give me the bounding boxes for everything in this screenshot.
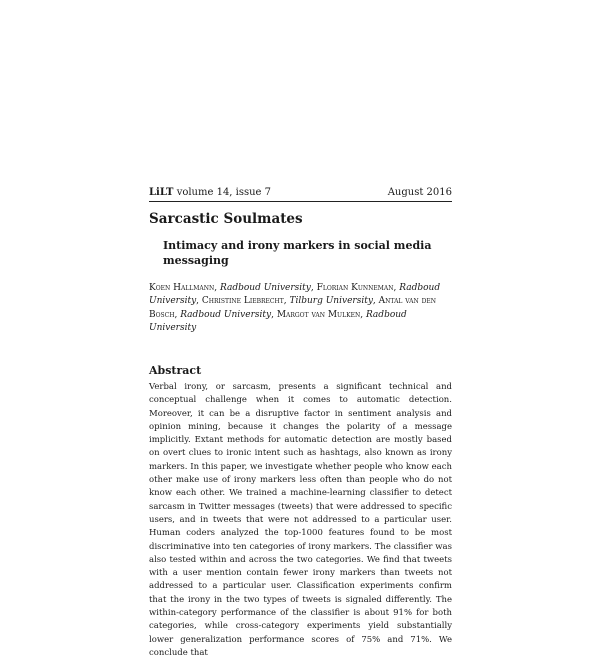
author-entry: Koen Hallmann, Radboud University	[149, 283, 311, 293]
author-affiliation: Radboud University	[220, 283, 311, 293]
author-affiliation: Radboud University	[180, 309, 272, 320]
running-header	[149, 186, 452, 200]
author-entry: Florian Kunneman, Radboud University	[149, 283, 441, 307]
paper-subtitle: Intimacy and irony markers in social media messaging	[163, 239, 432, 267]
abstract-heading: Abstract	[149, 364, 202, 377]
author-name: Margot van Mulken	[276, 309, 361, 320]
author-list: Koen Hallmann, Radboud University, Florian Kunneman, Radboud University, Christine Liebrecht, Tilburg University, Antal van den Bosch, Radboud University, Margot van Mulken, Radboud University	[149, 283, 441, 334]
abstract-body: Verbal irony, or sarcasm, presents a significant technical and conceptual challenge when it comes to automatic detection. Moreover, it can be a disruptive factor in sentiment analysis and opinion mining, because it changes the polarity of a message implicitly. Extant methods for automatic detection are mostly based on overt clues to ironic intent such as hashtags, also known as irony markers. In this paper, we investigate whether people who know each other make use of irony markers less often than people who do not know each other. We trained a machine-learning classifier to detect sarcasm in Twitter messages (tweets) that were addressed to specific users, and in tweets that were not addressed to a particular user. Human coders analyzed the top-1000 features found to be most discriminative into ten categories of irony markers. The classifier was also tested within and across the two categories. We find that tweets with a user mention contain fewer irony markers than tweets not addressed to a particular user. Classification experiments confirm that the irony in the two types of tweets is signaled differently. The within-category performance of the classifier is about 91% for both categories, while cross-category experiments yield substantially lower generalization performance scores of 75% and 71%. We conclude that	[149, 382, 452, 658]
author-name: Florian Kunneman	[316, 283, 394, 293]
author-entry: Antal van den Bosch, Radboud University	[149, 296, 437, 320]
author-entry: Christine Liebrecht, Tilburg University	[201, 296, 373, 307]
author-name: Koen Hallmann	[149, 283, 215, 293]
journal-info	[149, 186, 271, 200]
author-affiliation: Radboud University	[149, 309, 407, 334]
journal-name: LiLT	[149, 187, 174, 198]
header-rule	[149, 201, 452, 202]
issue-date: August 2016	[387, 187, 452, 198]
author-entry: Margot van Mulken, Radboud University	[149, 309, 407, 334]
paper-title: Sarcastic Soulmates	[149, 211, 303, 227]
author-name: Christine Liebrecht	[201, 296, 284, 307]
author-name: Antal van den Bosch	[149, 296, 437, 320]
author-affiliation: Radboud University	[149, 283, 441, 307]
author-affiliation: Tilburg University	[289, 296, 373, 307]
journal-issue: volume 14, issue 7	[176, 187, 272, 198]
